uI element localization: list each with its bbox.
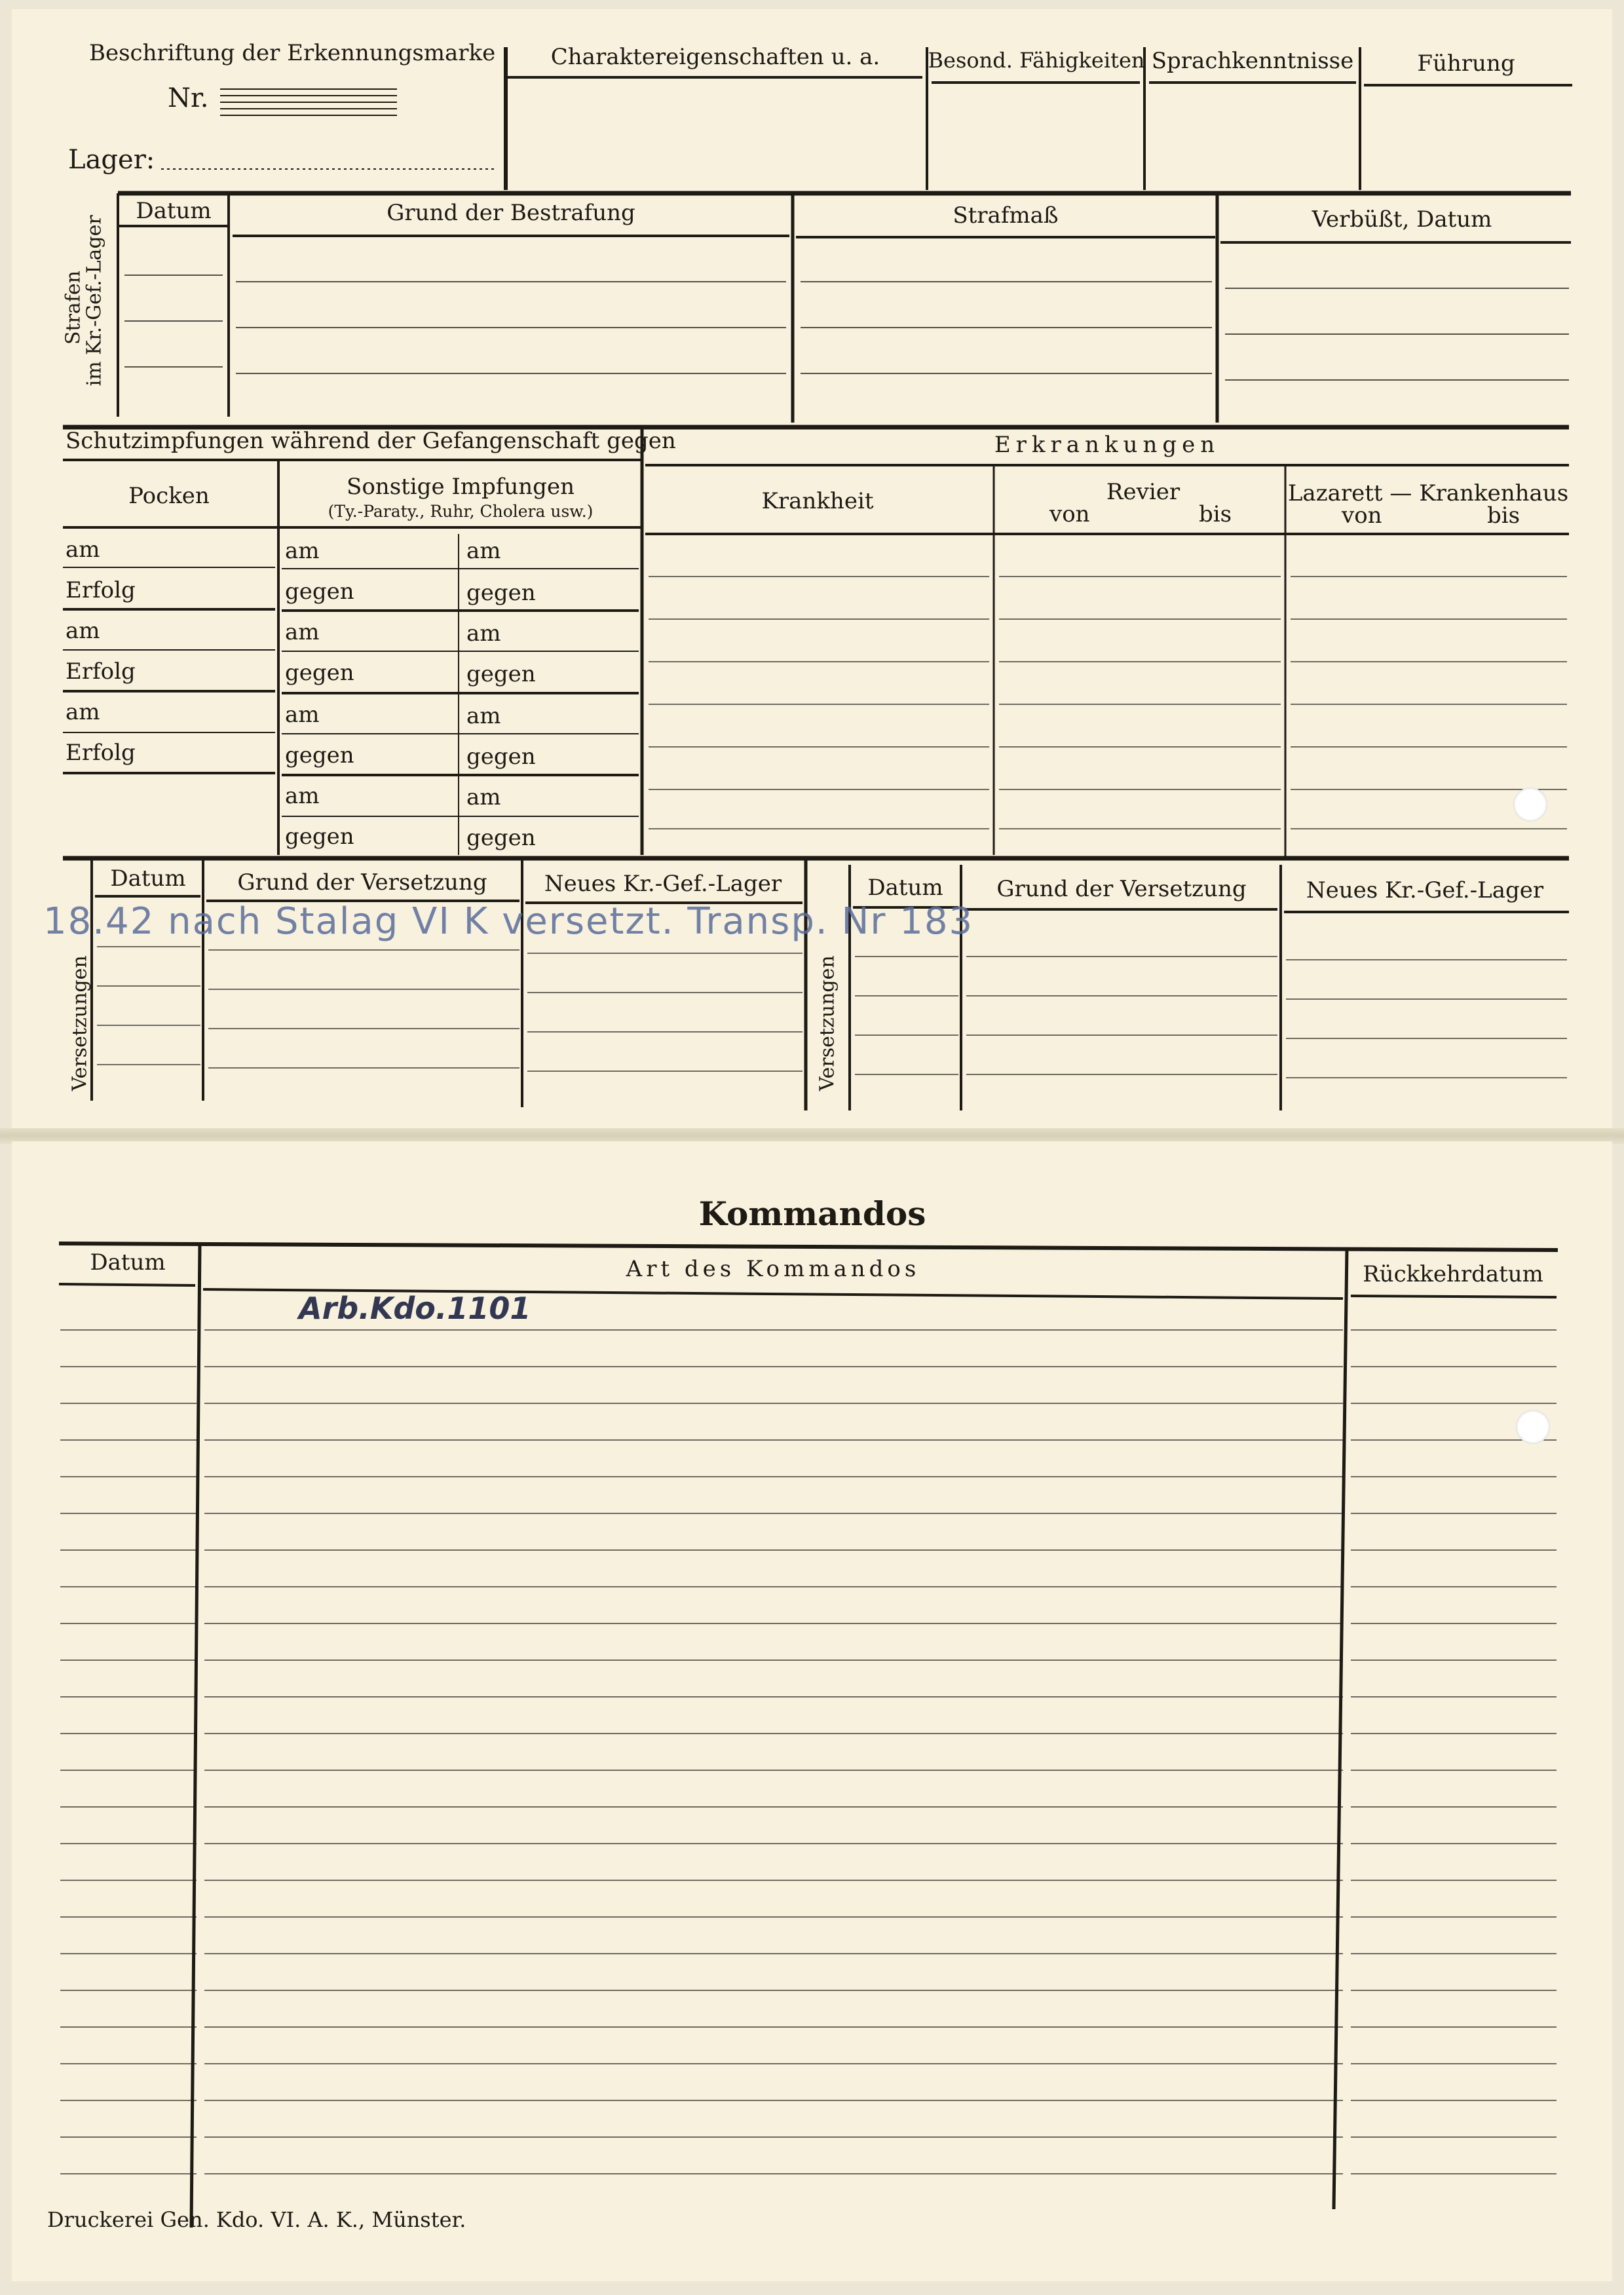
impf-gegen: gegen [285, 824, 354, 850]
vers-header-grund-left: Grund der Versetzung [237, 869, 487, 896]
kommandos-header-datum: Datum [90, 1249, 166, 1276]
strafen-header-datum: Datum [136, 198, 212, 224]
pocken-header: Pocken [128, 483, 210, 509]
revier-header: Revier [1106, 479, 1180, 505]
kommando-entry: Arb.Kdo.1101 [299, 1291, 531, 1326]
strafen-side-label [62, 215, 105, 387]
impf-am: am [285, 619, 320, 645]
printer-footer: Druckerei Gen. Kdo. VI. A. K., Münster. [47, 2207, 466, 2232]
sonstige-subheader: (Ty.-Paraty., Ruhr, Cholera usw.) [328, 502, 594, 521]
lazarett-bis: bis [1487, 503, 1520, 529]
krankheit-header: Krankheit [761, 488, 874, 514]
versetzungen-side-label-left: Versetzungen [68, 955, 92, 1091]
punch-hole-upper [1513, 787, 1547, 822]
lager-label: Lager: [68, 145, 155, 175]
punch-hole-lower [1516, 1410, 1550, 1444]
pocken-row-am: am [66, 537, 100, 563]
vers-header-grund-right: Grund der Versetzung [996, 876, 1247, 902]
pocken-row-erfolg: Erfolg [66, 740, 136, 766]
erkrankungen-title: Erkrankungen [994, 432, 1220, 458]
header-sprachkenntnisse: Sprachkenntnisse [1151, 48, 1354, 74]
vers-header-datum-right: Datum [867, 875, 943, 901]
nr-label: Nr. [168, 83, 209, 113]
strafen-side-label-2: im Kr.-Gef.-Lager [83, 215, 105, 387]
strafen-header-strafmass: Strafmaß [953, 202, 1059, 229]
strafen-header-verbuesst: Verbüßt, Datum [1312, 206, 1492, 233]
pocken-row-am: am [66, 618, 100, 644]
vers-header-datum-left: Datum [110, 865, 186, 892]
impf-am: am [466, 703, 501, 729]
kommandos-header-rueckkehr: Rückkehrdatum [1363, 1261, 1543, 1287]
lazarett-von: von [1342, 503, 1382, 529]
impf-gegen: gegen [466, 580, 536, 606]
impf-am: am [285, 538, 320, 564]
revier-von: von [1049, 501, 1090, 527]
kommandos-header-art: Art des Kommandos [626, 1256, 920, 1282]
tag-label: Beschriftung der Erkennungsmarke [89, 40, 496, 66]
strafen-side-label-1: Strafen [62, 271, 85, 345]
header-faehigkeiten: Besond. Fähigkeiten [928, 48, 1145, 73]
kommandos-title: Kommandos [698, 1194, 926, 1233]
pocken-row-am: am [66, 699, 100, 725]
impf-am: am [285, 783, 320, 809]
impf-am: am [466, 538, 501, 564]
impf-gegen: gegen [285, 578, 354, 605]
versetzungen-side-label-right: Versetzungen [816, 955, 839, 1091]
header-fuehrung: Führung [1417, 50, 1515, 77]
impfungen-title: Schutzimpfungen während der Gefangenschaft gegen [66, 428, 676, 454]
pocken-row-erfolg: Erfolg [66, 577, 136, 603]
vers-header-lager-left: Neues Kr.-Gef.-Lager [544, 871, 782, 897]
impf-gegen: gegen [285, 660, 354, 686]
sonstige-header: Sonstige Impfungen [347, 474, 575, 500]
impf-am: am [466, 620, 501, 647]
pocken-row-erfolg: Erfolg [66, 658, 136, 685]
revier-bis: bis [1199, 501, 1232, 527]
impf-gegen: gegen [466, 825, 536, 851]
impf-am: am [466, 784, 501, 810]
lazarett-header: Lazarett — Krankenhaus [1287, 480, 1569, 506]
vers-header-lager-right: Neues Kr.-Gef.-Lager [1306, 877, 1544, 903]
versetzung-stamp: 18.42 nach Stalag VI K versetzt. Transp. Nr 183 [43, 900, 974, 943]
impf-gegen: gegen [285, 742, 354, 768]
impf-gegen: gegen [466, 661, 536, 687]
strafen-header-grund: Grund der Bestrafung [387, 200, 635, 226]
impf-gegen: gegen [466, 744, 536, 770]
header-charakter: Charaktereigenschaften u. a. [550, 44, 880, 70]
impf-am: am [285, 702, 320, 728]
